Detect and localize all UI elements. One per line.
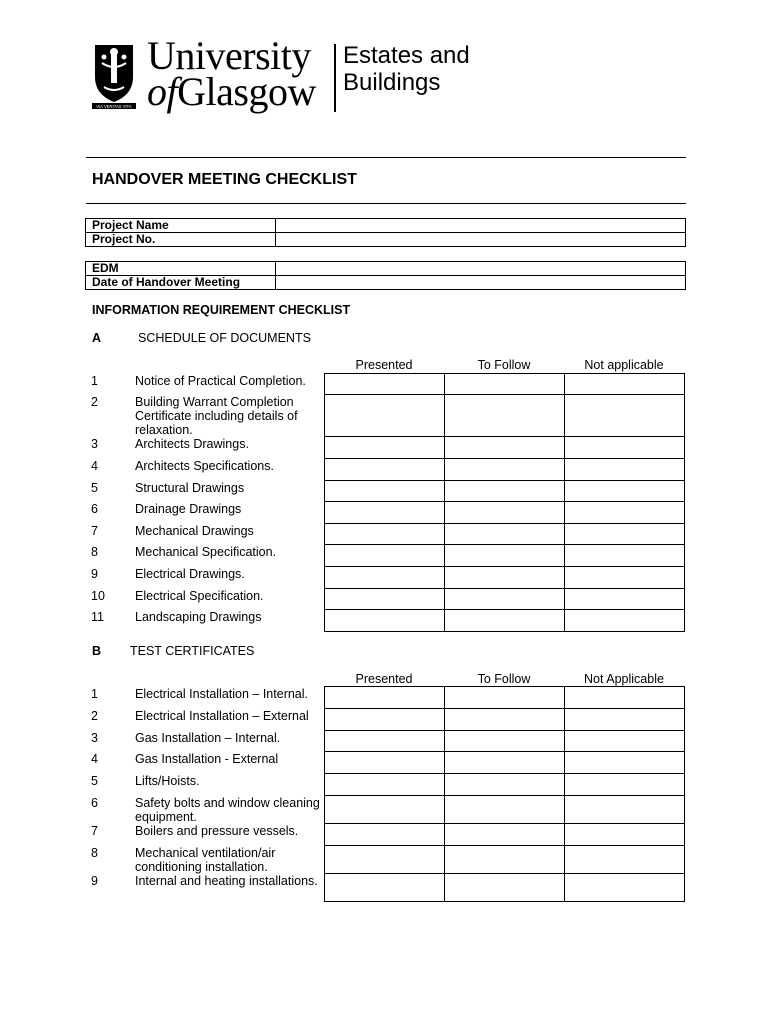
section-a-item-label: Drainage Drawings bbox=[135, 502, 242, 516]
handover-date-row bbox=[86, 276, 686, 290]
section-b-item-label: Electrical Installation – External bbox=[135, 709, 309, 723]
section-a-item-label: Electrical Specification. bbox=[135, 589, 264, 603]
university-name-glasgow: Glasgow bbox=[177, 69, 316, 114]
section-b-item-number: 1 bbox=[91, 687, 98, 701]
section-a-item-label: Structural Drawings bbox=[135, 481, 245, 495]
section-a-checkbox-row bbox=[325, 502, 685, 524]
section-a-checkbox-row bbox=[325, 545, 685, 567]
section-b-item-label: Electrical Installation – Internal. bbox=[135, 687, 309, 701]
section-a-presented-cell[interactable] bbox=[325, 374, 445, 395]
section-b-not-applicable-cell[interactable] bbox=[565, 731, 685, 752]
section-b-item-label: Safety bolts and window cleaning equipment. bbox=[135, 796, 320, 824]
section-b-presented-cell[interactable] bbox=[325, 846, 445, 874]
section-a-to-follow-cell[interactable] bbox=[445, 589, 565, 610]
section-a-presented-cell[interactable] bbox=[325, 437, 445, 459]
section-b-to-follow-cell[interactable] bbox=[445, 824, 565, 846]
handover-date-label: Date of Handover Meeting bbox=[86, 276, 276, 290]
section-b-presented-cell[interactable] bbox=[325, 874, 445, 902]
section-a-item-number: 10 bbox=[91, 589, 105, 603]
section-b-not-applicable-cell[interactable] bbox=[565, 774, 685, 796]
section-b-checkbox-row bbox=[325, 752, 685, 774]
section-a-item-label: Mechanical Drawings bbox=[135, 524, 254, 538]
section-a-presented-cell[interactable] bbox=[325, 567, 445, 589]
section-a-col-not-applicable: Not applicable bbox=[584, 358, 664, 372]
section-a-col-presented: Presented bbox=[355, 358, 413, 372]
section-a-not-applicable-cell[interactable] bbox=[565, 437, 685, 459]
section-b-presented-cell[interactable] bbox=[325, 824, 445, 846]
section-b-presented-cell[interactable] bbox=[325, 731, 445, 752]
section-a-to-follow-cell[interactable] bbox=[445, 610, 565, 632]
section-a-checkbox-row bbox=[325, 589, 685, 610]
section-b-to-follow-cell[interactable] bbox=[445, 731, 565, 752]
section-a-to-follow-cell[interactable] bbox=[445, 481, 565, 502]
section-a-item-label: Architects Drawings. bbox=[135, 437, 249, 451]
section-a-title: SCHEDULE OF DOCUMENTS bbox=[138, 331, 311, 345]
project-name-row bbox=[86, 219, 686, 233]
section-b-item-number: 3 bbox=[91, 731, 98, 745]
section-a-item-number: 7 bbox=[91, 524, 98, 538]
section-a-not-applicable-cell[interactable] bbox=[565, 545, 685, 567]
section-b-item-number: 7 bbox=[91, 824, 98, 838]
section-b-checkbox-row bbox=[325, 874, 685, 902]
section-a-checkbox-row bbox=[325, 395, 685, 437]
section-a-checkbox-row bbox=[325, 374, 685, 395]
section-a-checkbox-row bbox=[325, 481, 685, 502]
university-name-of: of bbox=[147, 69, 178, 114]
crest-motto: VIA VERITAS VITA bbox=[96, 104, 132, 109]
section-b-to-follow-cell[interactable] bbox=[445, 709, 565, 731]
section-b-not-applicable-cell[interactable] bbox=[565, 687, 685, 709]
section-a-item-label: Mechanical Specification. bbox=[135, 545, 277, 559]
section-a-presented-cell[interactable] bbox=[325, 589, 445, 610]
section-a-item-number: 4 bbox=[91, 459, 98, 473]
project-name-field[interactable] bbox=[276, 219, 686, 233]
section-b-letter: B bbox=[92, 644, 102, 658]
section-a-presented-cell[interactable] bbox=[325, 610, 445, 632]
section-a-presented-cell[interactable] bbox=[325, 524, 445, 545]
section-b-item-label: Gas Installation – Internal. bbox=[135, 731, 281, 745]
section-b-item-label: Boilers and pressure vessels. bbox=[135, 824, 299, 838]
section-b-item-label: Internal and heating installations. bbox=[135, 874, 318, 888]
section-b-checkbox-row bbox=[325, 731, 685, 752]
edm-field[interactable] bbox=[276, 262, 686, 276]
section-b-presented-cell[interactable] bbox=[325, 752, 445, 774]
section-a-to-follow-cell[interactable] bbox=[445, 502, 565, 524]
section-a-presented-cell[interactable] bbox=[325, 481, 445, 502]
section-b-item-label: Lifts/Hoists. bbox=[135, 774, 200, 788]
section-a-presented-cell[interactable] bbox=[325, 502, 445, 524]
section-b-checkbox-row bbox=[325, 709, 685, 731]
section-b-to-follow-cell[interactable] bbox=[445, 687, 565, 709]
section-b-to-follow-cell[interactable] bbox=[445, 874, 565, 902]
edm-row bbox=[86, 262, 686, 276]
section-b-presented-cell[interactable] bbox=[325, 774, 445, 796]
section-b-item-number: 8 bbox=[91, 846, 98, 860]
section-b-not-applicable-cell[interactable] bbox=[565, 752, 685, 774]
section-a-not-applicable-cell[interactable] bbox=[565, 502, 685, 524]
section-b-to-follow-cell[interactable] bbox=[445, 846, 565, 874]
section-b-item-number: 6 bbox=[91, 796, 98, 810]
section-a-to-follow-cell[interactable] bbox=[445, 374, 565, 395]
section-a-not-applicable-cell[interactable] bbox=[565, 589, 685, 610]
project-no-label: Project No. bbox=[86, 233, 276, 247]
section-a-presented-cell[interactable] bbox=[325, 395, 445, 437]
university-crest-logo bbox=[92, 43, 136, 109]
section-b-checkbox-row bbox=[325, 846, 685, 874]
department-line1: Estates and bbox=[343, 42, 470, 69]
edm-label: EDM bbox=[86, 262, 276, 276]
section-a-checkbox-row bbox=[325, 610, 685, 632]
section-b-presented-cell[interactable] bbox=[325, 687, 445, 709]
section-b-checkbox-grid bbox=[324, 686, 685, 902]
section-a-checkbox-row bbox=[325, 567, 685, 589]
section-b-to-follow-cell[interactable] bbox=[445, 774, 565, 796]
section-a-item-label: Electrical Drawings. bbox=[135, 567, 245, 581]
section-b-not-applicable-cell[interactable] bbox=[565, 796, 685, 824]
section-a-not-applicable-cell[interactable] bbox=[565, 395, 685, 437]
section-a-not-applicable-cell[interactable] bbox=[565, 524, 685, 545]
section-a-item-number: 11 bbox=[91, 610, 104, 624]
section-a-to-follow-cell[interactable] bbox=[445, 459, 565, 481]
section-b-col-not-applicable: Not Applicable bbox=[584, 672, 664, 686]
section-b-not-applicable-cell[interactable] bbox=[565, 874, 685, 902]
project-name-label: Project Name bbox=[86, 219, 276, 233]
section-a-presented-cell[interactable] bbox=[325, 545, 445, 567]
section-a-to-follow-cell[interactable] bbox=[445, 437, 565, 459]
section-b-to-follow-cell[interactable] bbox=[445, 796, 565, 824]
section-b-checkbox-row bbox=[325, 687, 685, 709]
section-b-not-applicable-cell[interactable] bbox=[565, 846, 685, 874]
department-line2: Buildings bbox=[343, 69, 441, 96]
section-a-item-number: 1 bbox=[91, 374, 98, 388]
section-a-to-follow-cell[interactable] bbox=[445, 395, 565, 437]
meeting-info-table bbox=[85, 261, 686, 290]
section-a-item-number: 2 bbox=[91, 395, 98, 409]
section-b-presented-cell[interactable] bbox=[325, 709, 445, 731]
section-a-not-applicable-cell[interactable] bbox=[565, 459, 685, 481]
section-a-item-number: 3 bbox=[91, 437, 98, 451]
section-b-item-label: Mechanical ventilation/air conditioning installation. bbox=[135, 846, 276, 874]
title-rule-top bbox=[86, 157, 686, 158]
section-b-not-applicable-cell[interactable] bbox=[565, 709, 685, 731]
section-b-col-to-follow: To Follow bbox=[477, 672, 531, 686]
section-b-item-number: 2 bbox=[91, 709, 98, 723]
section-a-not-applicable-cell[interactable] bbox=[565, 567, 685, 589]
section-a-checkbox-row bbox=[325, 437, 685, 459]
section-b-to-follow-cell[interactable] bbox=[445, 752, 565, 774]
section-b-not-applicable-cell[interactable] bbox=[565, 824, 685, 846]
section-a-letter: A bbox=[92, 331, 102, 345]
section-a-not-applicable-cell[interactable] bbox=[565, 610, 685, 632]
title-rule-bottom bbox=[86, 203, 686, 204]
section-b-checkbox-row bbox=[325, 796, 685, 824]
handover-date-field[interactable] bbox=[276, 276, 686, 290]
section-a-not-applicable-cell[interactable] bbox=[565, 481, 685, 502]
section-b-item-number: 9 bbox=[91, 874, 98, 888]
university-name-line2 bbox=[147, 69, 316, 114]
section-a-to-follow-cell[interactable] bbox=[445, 567, 565, 589]
section-b-presented-cell[interactable] bbox=[325, 796, 445, 824]
section-a-item-label: Architects Specifications. bbox=[135, 459, 274, 473]
section-b-item-label: Gas Installation - External bbox=[135, 752, 279, 766]
section-b-item-number: 5 bbox=[91, 774, 98, 788]
section-a-item-number: 9 bbox=[91, 567, 98, 581]
project-info-table bbox=[85, 218, 686, 247]
section-a-checkbox-row bbox=[325, 524, 685, 545]
section-a-checkbox-grid bbox=[324, 373, 685, 632]
section-a-to-follow-cell[interactable] bbox=[445, 524, 565, 545]
page-title: HANDOVER MEETING CHECKLIST bbox=[92, 171, 357, 188]
section-a-item-number: 8 bbox=[91, 545, 98, 559]
section-a-not-applicable-cell[interactable] bbox=[565, 374, 685, 395]
section-a-item-number: 6 bbox=[91, 502, 98, 516]
project-no-row bbox=[86, 233, 686, 247]
section-a-presented-cell[interactable] bbox=[325, 459, 445, 481]
section-a-checkbox-row bbox=[325, 459, 685, 481]
section-b-col-presented: Presented bbox=[355, 672, 413, 686]
section-a-to-follow-cell[interactable] bbox=[445, 545, 565, 567]
university-name-line1: University bbox=[147, 33, 311, 78]
section-a-item-label: Landscaping Drawings bbox=[135, 610, 262, 624]
section-a-item-label: Notice of Practical Completion. bbox=[135, 374, 306, 388]
section-a-item-number: 5 bbox=[91, 481, 98, 495]
section-a-col-to-follow: To Follow bbox=[477, 358, 531, 372]
section-b-checkbox-row bbox=[325, 774, 685, 796]
project-no-field[interactable] bbox=[276, 233, 686, 247]
header-divider bbox=[334, 44, 336, 112]
section-b-title: TEST CERTIFICATES bbox=[130, 644, 255, 658]
section-a-item-label: Building Warrant Completion Certificate including details of relaxation. bbox=[135, 395, 298, 437]
department-name bbox=[343, 42, 470, 96]
section-b-item-number: 4 bbox=[91, 752, 98, 766]
section-b-checkbox-row bbox=[325, 824, 685, 846]
checklist-heading: INFORMATION REQUIREMENT CHECKLIST bbox=[92, 303, 351, 317]
